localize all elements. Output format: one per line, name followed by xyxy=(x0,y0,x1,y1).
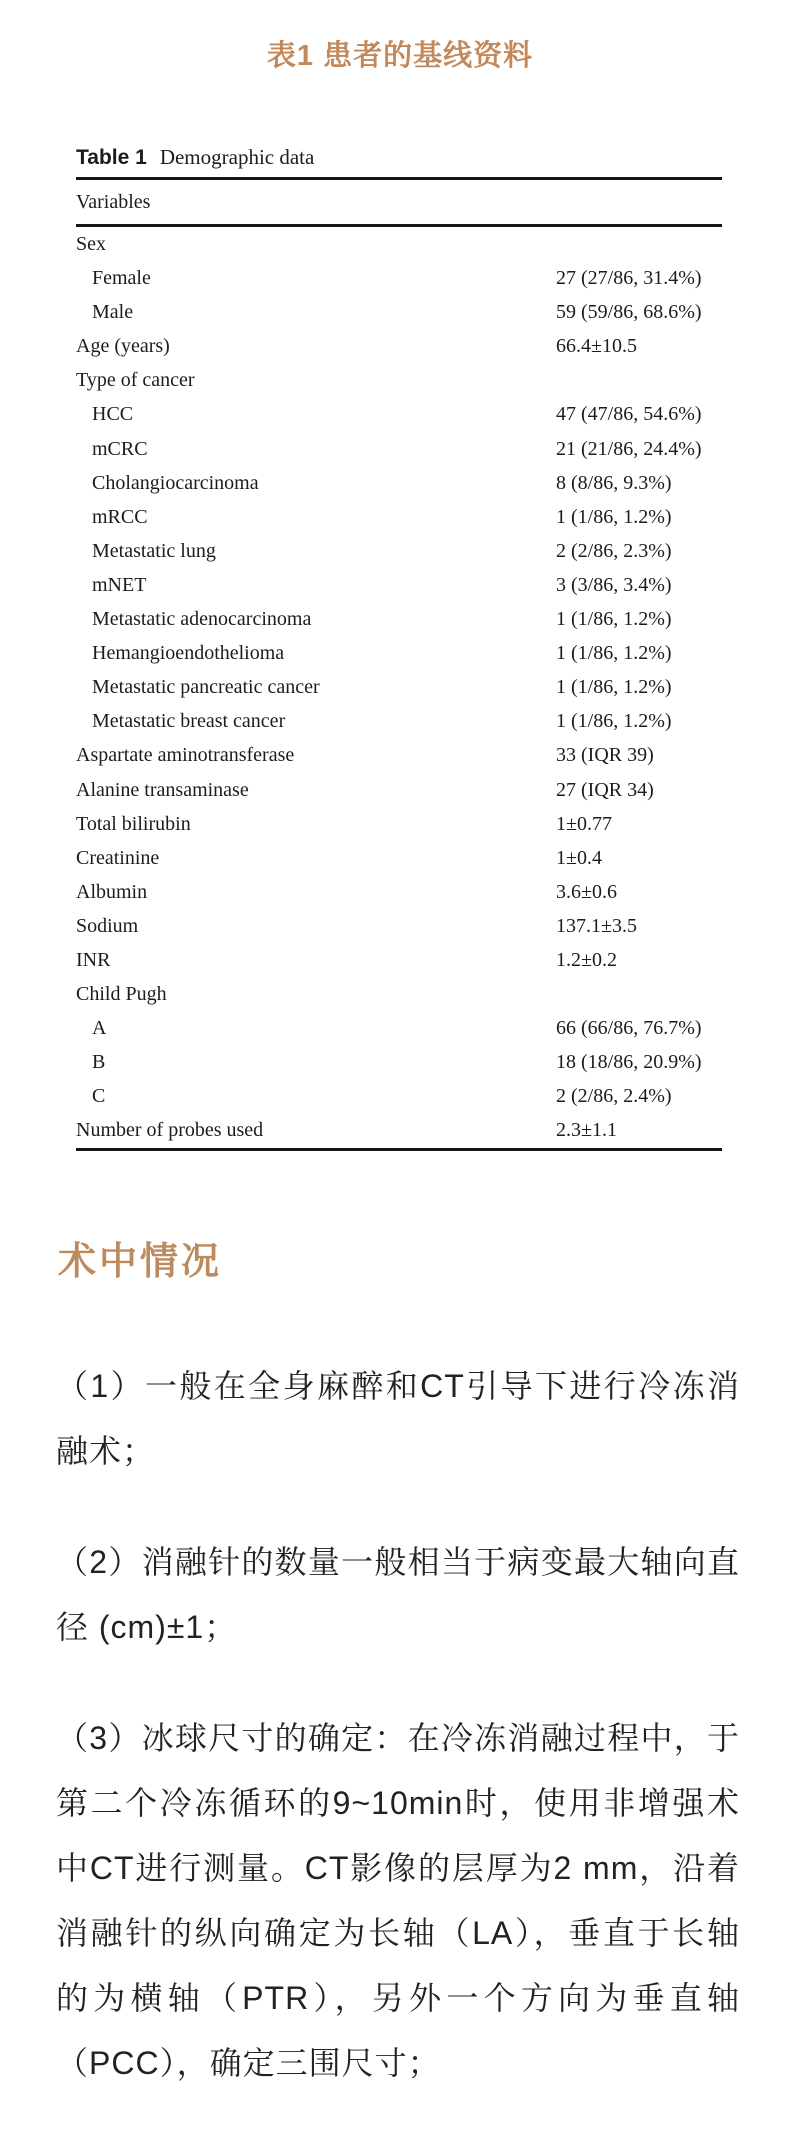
table-row-label: Cholangiocarcinoma xyxy=(92,471,259,494)
table-row-label: Creatinine xyxy=(76,846,160,869)
table-header-row xyxy=(76,180,722,224)
table-row xyxy=(76,329,722,363)
table-caption xyxy=(76,145,722,177)
table-row xyxy=(76,636,722,670)
table-row-label: mNET xyxy=(92,573,147,596)
table-row xyxy=(76,568,722,602)
table-caption-text: Demographic data xyxy=(159,145,315,169)
table-row-label: Hemangioendothelioma xyxy=(92,642,285,665)
table-row xyxy=(76,704,722,738)
table-row-value: 2.3±1.1 xyxy=(556,1119,617,1142)
table-row xyxy=(76,432,722,466)
paragraph-1: （1）一般在全身麻醉和CT引导下进行冷冻消融术； xyxy=(56,1368,740,1469)
table-row xyxy=(76,1113,722,1147)
table-row-label: Female xyxy=(92,267,151,290)
table-row-label: Aspartate aminotransferase xyxy=(76,744,295,767)
table-row xyxy=(76,670,722,704)
table-row-value: 18 (18/86, 20.9%) xyxy=(556,1051,702,1074)
section-heading: 术中情况 xyxy=(58,1241,223,1283)
body-paragraphs xyxy=(56,1354,740,2142)
table-row-label: Albumin xyxy=(76,880,148,903)
table-row xyxy=(76,1045,722,1079)
table-row-label: C xyxy=(92,1085,106,1108)
table-row-label: B xyxy=(92,1051,106,1074)
table-row-label: Alanine transaminase xyxy=(76,778,249,801)
table-row xyxy=(76,295,722,329)
table-row xyxy=(76,738,722,772)
table-row-value: 2 (2/86, 2.4%) xyxy=(556,1085,672,1108)
table-row-value: 1±0.4 xyxy=(556,846,602,869)
table-row xyxy=(76,466,722,500)
table-row-label: Metastatic adenocarcinoma xyxy=(92,608,312,631)
table-header-variables: Variables xyxy=(76,190,151,213)
table-row-label: Number of probes used xyxy=(76,1119,264,1142)
table-row xyxy=(76,602,722,636)
paragraph-3: （3）冰球尺寸的确定：在冷冻消融过程中，于第二个冷冻循环的9~10min时，使用非增强术中CT进行测量。CT影像的层厚为2 mm，沿着消融针的纵向确定为长轴（LA），垂直于长轴的为横轴（PTR），另外一个方向为垂直轴（PCC），确定三围尺寸； xyxy=(56,1720,740,2081)
table-row-label: mRCC xyxy=(92,505,148,528)
table-row-value: 66.4±10.5 xyxy=(556,335,637,358)
page-title: 表1 患者的基线资料 xyxy=(266,40,534,72)
table-row-value: 59 (59/86, 68.6%) xyxy=(556,301,702,324)
table-row-value: 1 (1/86, 1.2%) xyxy=(556,642,672,665)
table-row-value: 1 (1/86, 1.2%) xyxy=(556,676,672,699)
table-row-label: Child Pugh xyxy=(76,983,167,1006)
table-row-value: 1 (1/86, 1.2%) xyxy=(556,608,672,631)
table-row-value: 33 (IQR 39) xyxy=(556,744,654,767)
table-row-label: Male xyxy=(92,301,134,324)
table-row-value: 21 (21/86, 24.4%) xyxy=(556,437,702,460)
table-row xyxy=(76,943,722,977)
table-row-value: 1±0.77 xyxy=(556,812,612,835)
table-row-label: Metastatic breast cancer xyxy=(92,710,286,733)
table-row-value: 137.1±3.5 xyxy=(556,914,637,937)
table-row-label: INR xyxy=(76,948,111,971)
table-row-value: 66 (66/86, 76.7%) xyxy=(556,1017,702,1040)
table-row-value: 27 (IQR 34) xyxy=(556,778,654,801)
table-row-label: Metastatic lung xyxy=(92,539,216,562)
table-row-value: 1 (1/86, 1.2%) xyxy=(556,710,672,733)
paragraph-2: （2）消融针的数量一般相当于病变最大轴向直径 (cm)±1； xyxy=(56,1544,740,1645)
table-row-value: 3 (3/86, 3.4%) xyxy=(556,573,672,596)
table-row-label: Type of cancer xyxy=(76,369,195,392)
table-row-value: 27 (27/86, 31.4%) xyxy=(556,267,702,290)
table-row-value: 3.6±0.6 xyxy=(556,880,617,903)
table-row-value: 47 (47/86, 54.6%) xyxy=(556,403,702,426)
table-bottom-rule xyxy=(76,1148,722,1151)
table-row-value: 8 (8/86, 9.3%) xyxy=(556,471,672,494)
table-row xyxy=(76,875,722,909)
table-row xyxy=(76,841,722,875)
table-row xyxy=(76,534,722,568)
table-row-label: Age (years) xyxy=(76,335,170,358)
table-body xyxy=(76,227,722,1148)
table-row-label: mCRC xyxy=(92,437,148,460)
table-row xyxy=(76,807,722,841)
table-row-value: 1 (1/86, 1.2%) xyxy=(556,505,672,528)
table-row-value: 2 (2/86, 2.3%) xyxy=(556,539,672,562)
table-row xyxy=(76,773,722,807)
table-row-label: HCC xyxy=(92,403,134,426)
table-row-label: A xyxy=(92,1017,107,1040)
table-row xyxy=(76,1079,722,1113)
table-row xyxy=(76,261,722,295)
table-row xyxy=(76,227,722,261)
table-row-label: Total bilirubin xyxy=(76,812,191,835)
table-row-label: Sodium xyxy=(76,914,139,937)
table-caption-label: Table 1 xyxy=(76,146,147,169)
table-row xyxy=(76,909,722,943)
demographic-table xyxy=(76,145,722,1151)
table-row xyxy=(76,500,722,534)
table-row xyxy=(76,363,722,397)
table-row-label: Sex xyxy=(76,233,106,255)
table-row xyxy=(76,397,722,431)
table-row xyxy=(76,1011,722,1045)
table-row-label: Metastatic pancreatic cancer xyxy=(92,676,320,699)
table-row-value: 1.2±0.2 xyxy=(556,948,617,971)
table-row xyxy=(76,977,722,1011)
